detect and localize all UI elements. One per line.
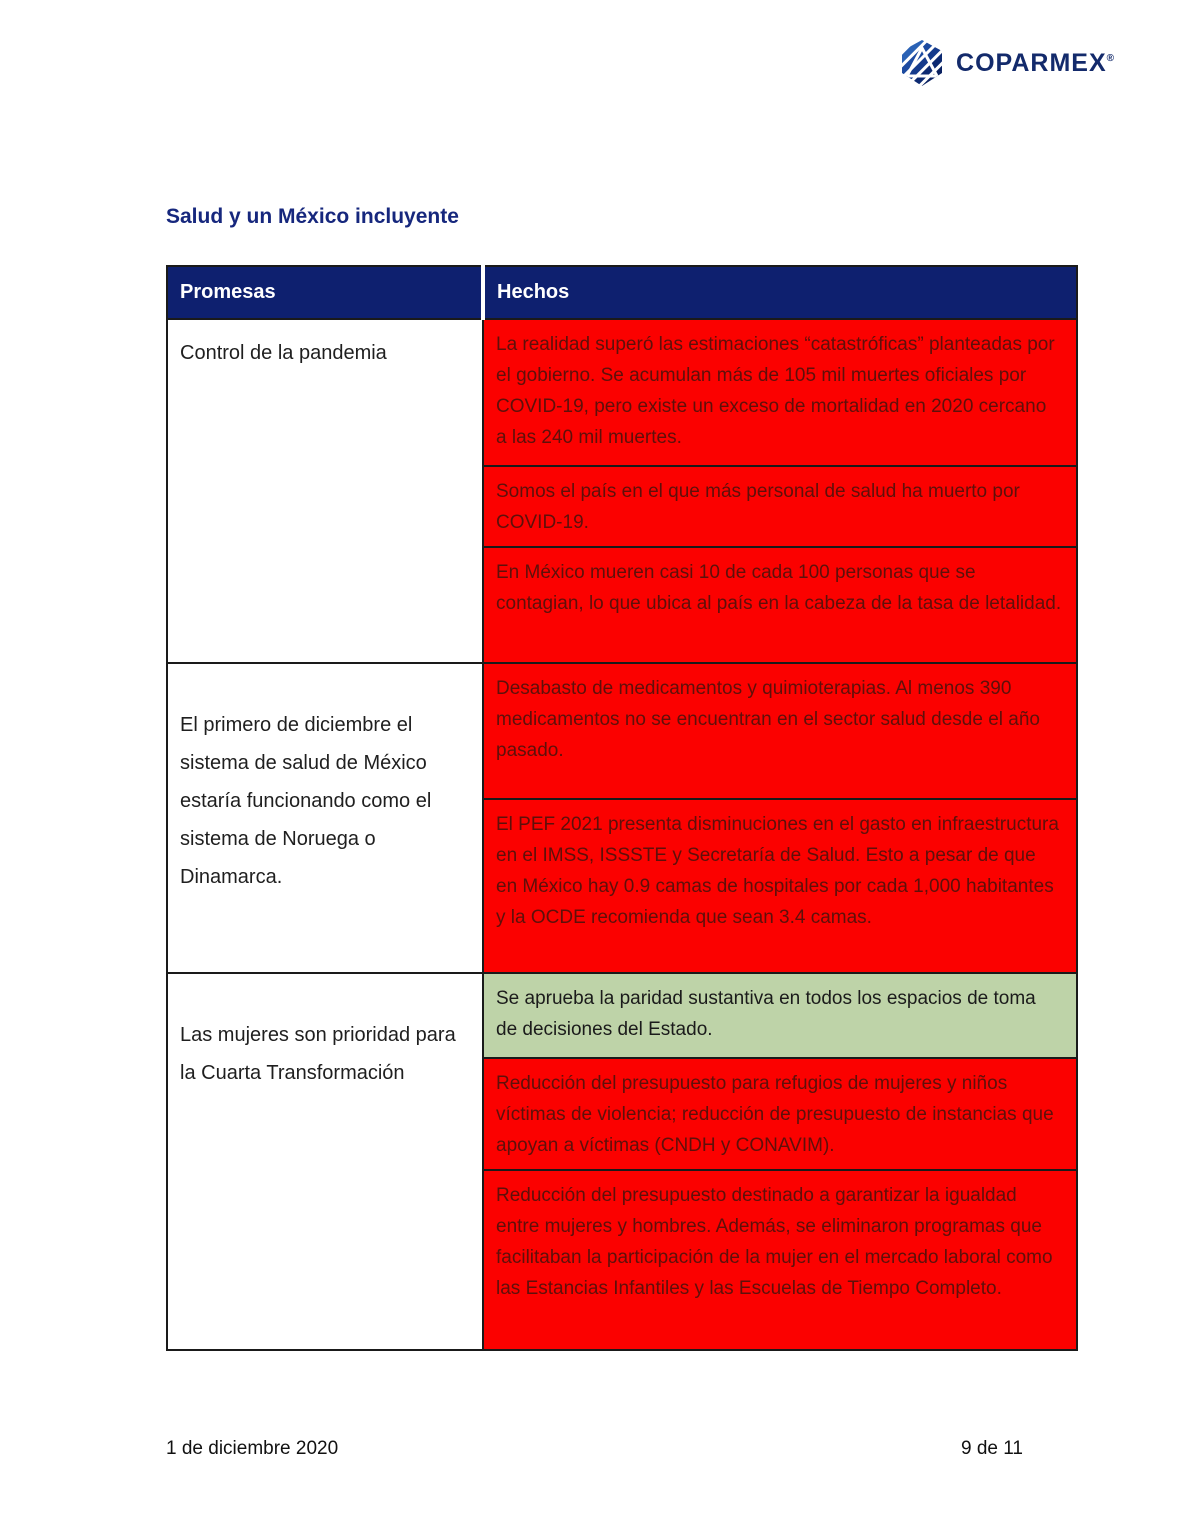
fact-cell: El PEF 2021 presenta disminuciones en el gasto en infraestructura en el IMSS, ISSSTE y Secretaría de Salud. Esto a pesar de que en México hay 0.9 camas de hospitales por cada 1,000 habitantes y la OCDE recomienda que sean 3.4 camas.	[483, 799, 1077, 973]
fact-cell: Somos el país en el que más personal de salud ha muerto por COVID-19.	[483, 466, 1077, 547]
fact-cell: Reducción del presupuesto para refugios de mujeres y niños víctimas de violencia; reducción de presupuesto de instancias que apoyan a víctimas (CNDH y CONAVIM).	[483, 1058, 1077, 1170]
fact-cell: Reducción del presupuesto destinado a garantizar la igualdad entre mujeres y hombres. Además, se eliminaron programas que facilitaban la participación de la mujer en el mercado laboral como las Estancias Infantiles y las Escuelas de Tiempo Completo.	[483, 1170, 1077, 1350]
promise-cell-sistema-salud: El primero de diciembre el sistema de salud de México estaría funcionando como el sistema de Noruega o Dinamarca.	[167, 663, 483, 973]
table-row	[167, 319, 1077, 466]
footer-page-indicator: 9 de 11	[961, 1438, 1023, 1459]
coparmex-logo	[898, 38, 1115, 88]
table-header-row	[167, 266, 1077, 319]
fact-cell: Desabasto de medicamentos y quimioterapias. Al menos 390 medicamentos no se encuentran en el sector salud desde el año pasado.	[483, 663, 1077, 799]
registered-mark: ®	[1106, 52, 1115, 64]
table-row	[167, 973, 1077, 1058]
section-title: Salud y un México incluyente	[166, 205, 459, 228]
promise-cell-pandemia: Control de la pandemia	[167, 319, 483, 663]
column-header-promesas: Promesas	[167, 266, 483, 319]
promise-cell-mujeres: Las mujeres son prioridad para la Cuarta Transformación	[167, 973, 483, 1350]
fact-cell-positive: Se aprueba la paridad sustantiva en todos los espacios de toma de decisiones del Estado.	[483, 973, 1077, 1058]
brand-wordmark	[956, 48, 1115, 77]
column-header-hechos: Hechos	[483, 266, 1077, 319]
footer-date: 1 de diciembre 2020	[166, 1438, 339, 1459]
coparmex-mountain-icon	[898, 38, 946, 88]
promises-facts-table	[166, 265, 1078, 1351]
brand-name: COPARMEX	[956, 48, 1107, 77]
table-row	[167, 663, 1077, 799]
fact-cell: En México mueren casi 10 de cada 100 personas que se contagian, lo que ubica al país en la cabeza de la tasa de letalidad.	[483, 547, 1077, 663]
fact-cell: La realidad superó las estimaciones “catastróficas” planteadas por el gobierno. Se acumulan más de 105 mil muertes oficiales por COVID-19, pero existe un exceso de mortalidad en 2020 cercano a las 240 mil muertes.	[483, 319, 1077, 466]
